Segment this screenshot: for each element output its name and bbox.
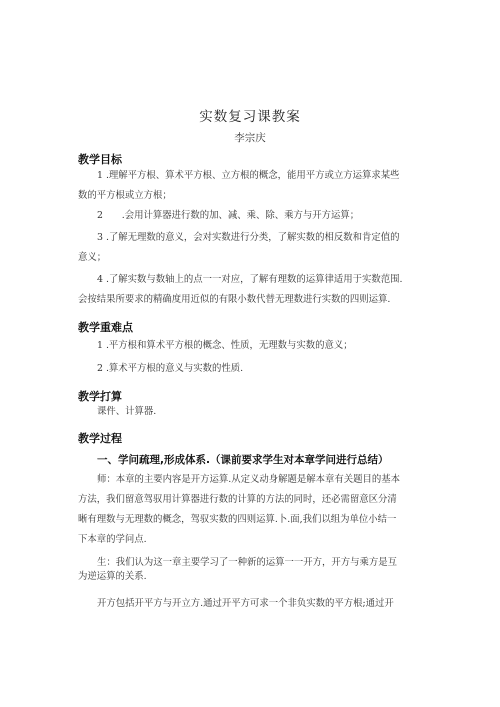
goal-item-3: 3 .了解无理数的意义，会对实数进行分类，了解实数的相反数和肯定值的 意义；: [78, 232, 400, 263]
last-paragraph: 开方包括开平方与开立方.通过开平方可求一个非负实数的平方根;通过开: [97, 598, 394, 609]
document-title: 实数复习课教案: [199, 109, 301, 125]
heading-teaching-process: 教学过程: [78, 432, 122, 445]
heading-teaching-goals: 教学目标: [78, 153, 122, 166]
heading-preparation: 教学打算: [78, 390, 122, 403]
key-point-1: 1 .平方根和算术平方根的概念、性质，无理数与实数的意义；: [97, 340, 353, 351]
key-point-2: 2 .算术平方根的意义与实数的性质.: [97, 363, 244, 374]
author-name: 李宗庆: [234, 132, 266, 144]
student-paragraph: 生：我们认为这一章主要学习了一种新的运算一一开方，开方与乘方是互 为逆运算的关系.: [78, 557, 398, 582]
goal-item-4: 4 .了解实数与数轴上的点一一对应，了解有理数的运算律适用于实数范围. 会按结果所要求的精确度用近似的有限小数代替无理数进行实数的四则运算.: [78, 274, 403, 305]
goal-item-2: 2 .会用计算器进行数的加、减、乘、除、乘方与开方运算；: [97, 210, 360, 221]
subheading-knowledge-review: 一、学问疏理,形成体系.（课前要求学生对本章学问进行总结）: [97, 454, 389, 466]
heading-key-points: 教学重难点: [78, 321, 133, 334]
goal-item-1: 1 .理解平方根、算术平方根、立方根的概念，能用平方或立方运算求某些 数的平方根或立方根；: [78, 170, 400, 201]
preparation-text: 课件、计算器.: [97, 406, 157, 417]
teacher-paragraph: 师：本章的主要内容是开方运算.从定义动身解题是解本章有关题目的基本 方法，我们留意驾驭用计算器进行数的计算的方法的同时，还必需留意区分清 晰有理数与无理数的概念，驾驭实数的四则运算.卜.面,我们以组为单位小结一 下本章的学问点.: [78, 474, 400, 545]
